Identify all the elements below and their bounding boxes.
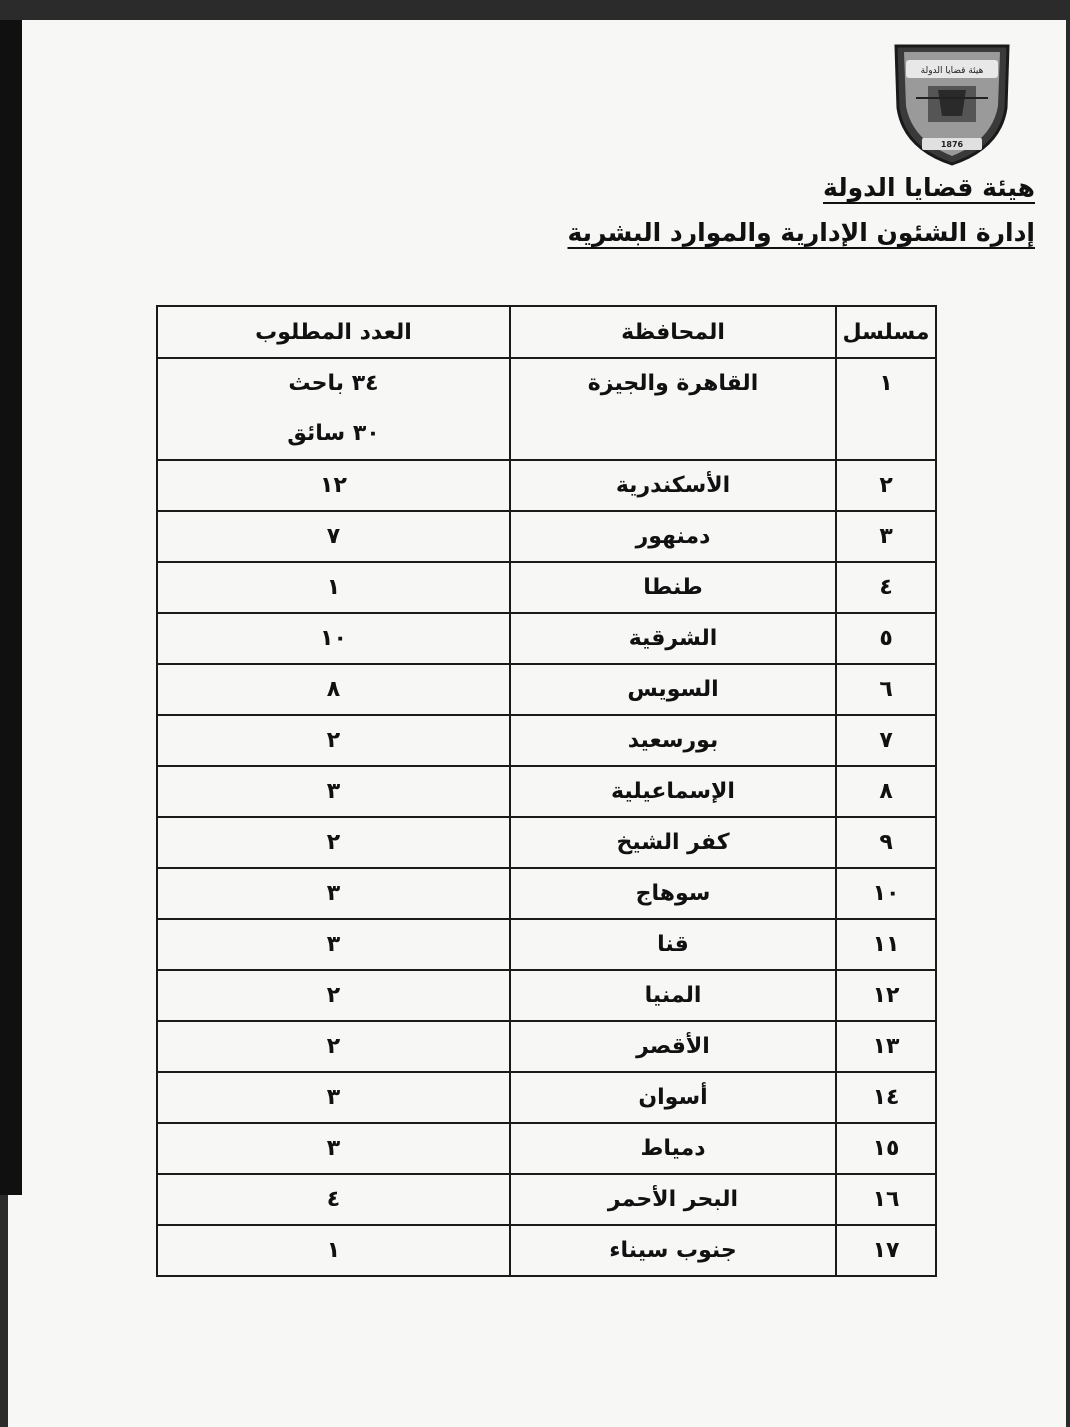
table-row: [157, 766, 936, 817]
row-serial: ٣: [836, 511, 936, 562]
table-row: [157, 358, 936, 460]
row-serial: ١٢: [836, 970, 936, 1021]
row-serial: ١٥: [836, 1123, 936, 1174]
table-row: [157, 868, 936, 919]
row-serial: ١: [836, 358, 936, 460]
count-line-researchers: ٣٤ باحث: [288, 371, 379, 396]
row-governorate: القاهرة والجيزة: [510, 358, 836, 460]
row-count: ٧: [157, 511, 510, 562]
row-governorate: البحر الأحمر: [510, 1174, 836, 1225]
row-governorate: أسوان: [510, 1072, 836, 1123]
row-governorate: المنيا: [510, 970, 836, 1021]
row-count: ١٢: [157, 460, 510, 511]
row-count: ١: [157, 1225, 510, 1276]
scan-edge-shadow: [0, 20, 22, 1195]
row-serial: ٦: [836, 664, 936, 715]
table-row: [157, 1174, 936, 1225]
table-row: [157, 511, 936, 562]
row-count: ٢: [157, 817, 510, 868]
row-serial: ١٠: [836, 868, 936, 919]
row-serial: ١٤: [836, 1072, 936, 1123]
svg-text:1876: 1876: [940, 140, 964, 149]
row-count: ٢: [157, 1021, 510, 1072]
table-row: [157, 460, 936, 511]
row-governorate: طنطا: [510, 562, 836, 613]
row-serial: ١٦: [836, 1174, 936, 1225]
header-serial: مسلسل: [836, 306, 936, 358]
row-count: ٣: [157, 766, 510, 817]
table-row: [157, 1123, 936, 1174]
department-title: إدارة الشئون الإدارية والموارد البشرية: [567, 218, 1035, 247]
table-header-row: [157, 306, 936, 358]
row-governorate: الأقصر: [510, 1021, 836, 1072]
row-count: ١: [157, 562, 510, 613]
row-serial: ٤: [836, 562, 936, 613]
row-serial: ١٣: [836, 1021, 936, 1072]
row-count: ٣: [157, 868, 510, 919]
row-serial: ٢: [836, 460, 936, 511]
table-row: [157, 1021, 936, 1072]
row-count: ٣: [157, 1072, 510, 1123]
row-count: ٣: [157, 919, 510, 970]
table-row: [157, 715, 936, 766]
count-line-drivers: ٣٠ سائق: [287, 421, 380, 446]
row-governorate: قنا: [510, 919, 836, 970]
governorates-table: [156, 305, 937, 1277]
row-governorate: السويس: [510, 664, 836, 715]
row-serial: ٨: [836, 766, 936, 817]
row-count: ٣: [157, 1123, 510, 1174]
state-lawsuits-authority-logo: [888, 38, 1016, 168]
table-row: [157, 1072, 936, 1123]
row-governorate: كفر الشيخ: [510, 817, 836, 868]
organization-title: هيئة قضايا الدولة: [823, 173, 1035, 202]
row-governorate: سوهاج: [510, 868, 836, 919]
row-count: ٢: [157, 715, 510, 766]
row-governorate: دمياط: [510, 1123, 836, 1174]
table-row: [157, 919, 936, 970]
row-serial: ٩: [836, 817, 936, 868]
table-row: [157, 1225, 936, 1276]
table-row: [157, 817, 936, 868]
row-serial: ١٧: [836, 1225, 936, 1276]
row-governorate: الأسكندرية: [510, 460, 836, 511]
row-serial: ١١: [836, 919, 936, 970]
row-serial: ٥: [836, 613, 936, 664]
row-governorate: بورسعيد: [510, 715, 836, 766]
table-row: [157, 613, 936, 664]
header-governorate: المحافظة: [510, 306, 836, 358]
row-count: [157, 358, 510, 460]
row-governorate: الإسماعيلية: [510, 766, 836, 817]
row-count: ٤: [157, 1174, 510, 1225]
row-count: ٨: [157, 664, 510, 715]
svg-text:هيئة قضايا الدولة: هيئة قضايا الدولة: [920, 66, 984, 76]
row-count: ١٠: [157, 613, 510, 664]
row-governorate: الشرقية: [510, 613, 836, 664]
table-row: [157, 664, 936, 715]
row-serial: ٧: [836, 715, 936, 766]
table-row: [157, 562, 936, 613]
header-count: العدد المطلوب: [157, 306, 510, 358]
table-row: [157, 970, 936, 1021]
row-count: ٢: [157, 970, 510, 1021]
row-governorate: دمنهور: [510, 511, 836, 562]
scan-edge-lower: [0, 1195, 8, 1427]
row-governorate: جنوب سيناء: [510, 1225, 836, 1276]
